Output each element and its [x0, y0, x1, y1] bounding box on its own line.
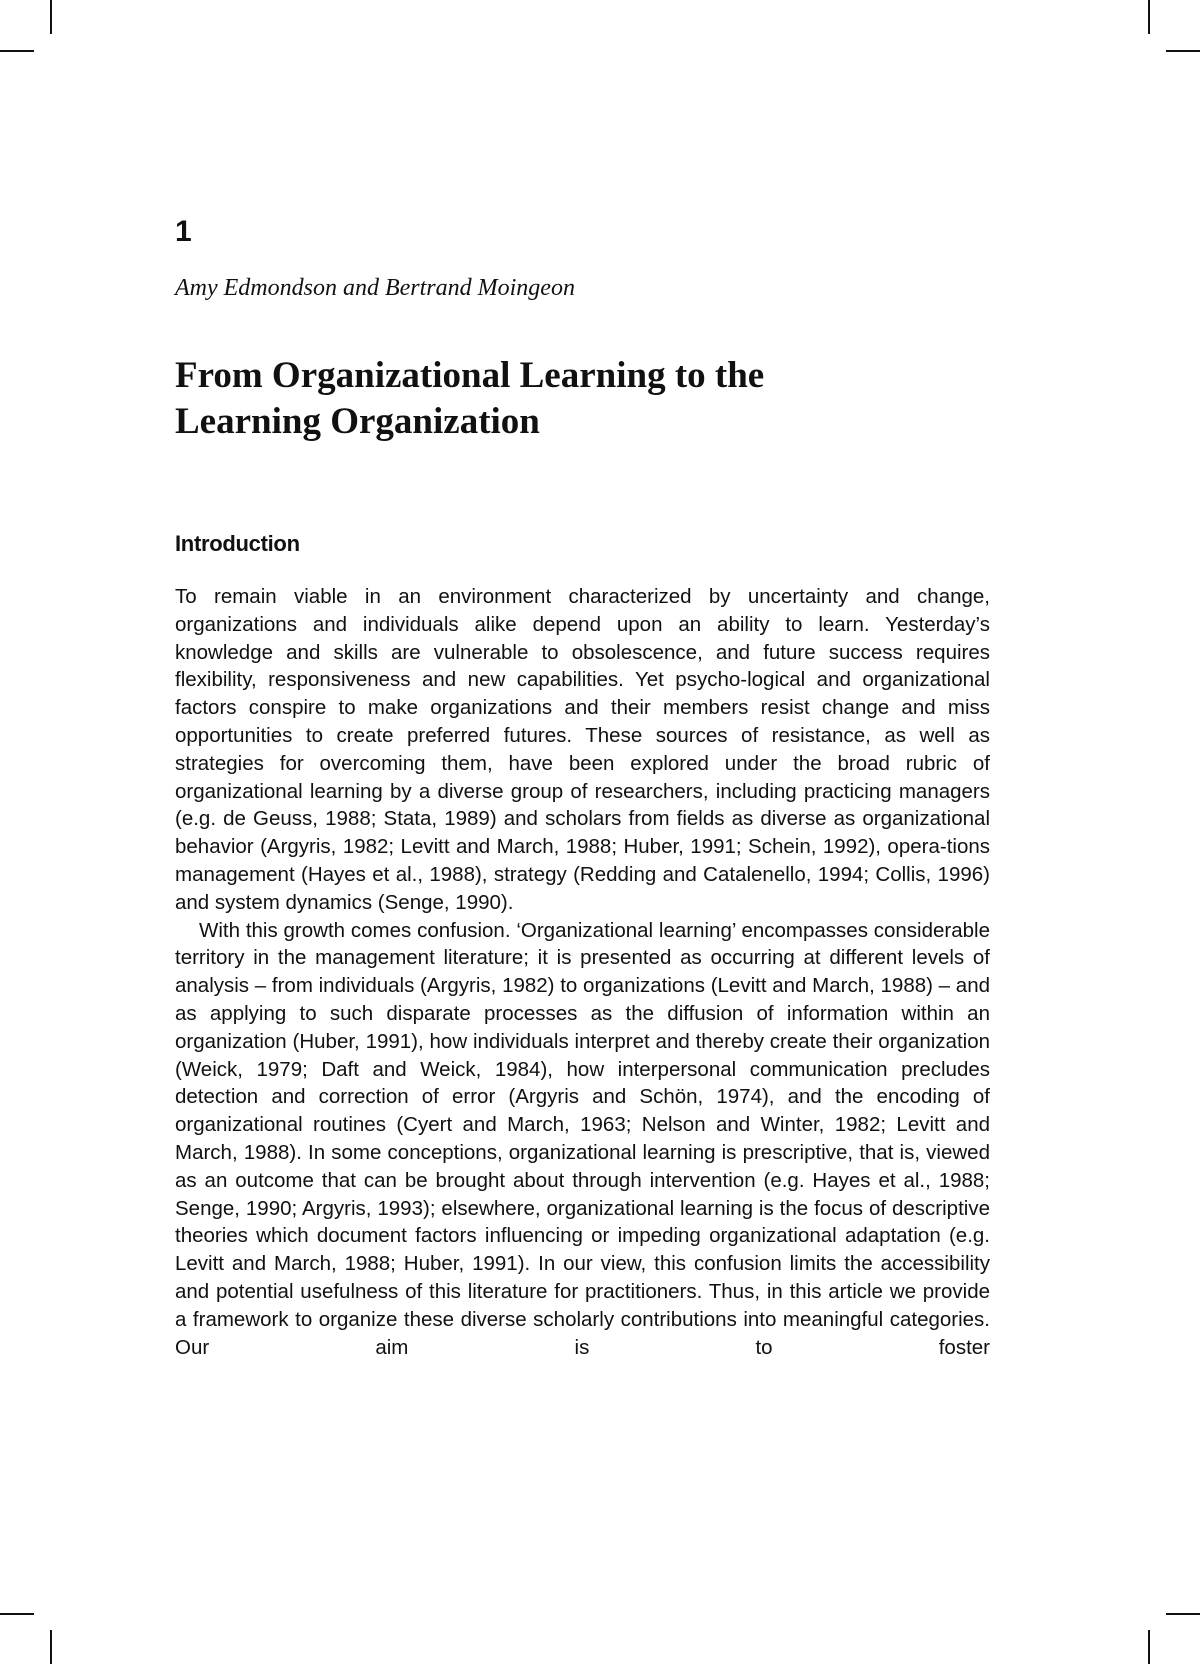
crop-mark-bottom-left-horizontal: [0, 1613, 34, 1615]
chapter-title: [175, 353, 975, 445]
crop-mark-top-left-horizontal: [0, 50, 34, 52]
crop-mark-top-right-vertical: [1148, 0, 1150, 34]
paragraph-2: With this growth comes confusion. ‘Organizational learning’ encompasses considerable territory in the management literature; it is presented as occurring at different levels of analysis – from individuals (Argyris, 1982) to organizations (Levitt and March, 1988) – and as applying to such disparate processes as the diffusion of information within an organization (Huber, 1991), how individuals interpret and thereby create their organization (Weick, 1979; Daft and Weick, 1984), how interpersonal communication precludes detection and correction of error (Argyris and Schön, 1974), and the encoding of organizational routines (Cyert and March, 1963; Nelson and Winter, 1982; Levitt and March, 1988). In some conceptions, organizational learning is prescriptive, that is, viewed as an outcome that can be brought about through intervention (e.g. Hayes et al., 1988; Senge, 1990; Argyris, 1993); elsewhere, organizational learning is the focus of descriptive theories which document factors influencing or impeding organizational adaptation (e.g. Levitt and March, 1988; Huber, 1991). In our view, this confusion limits the accessibility and potential usefulness of this literature for practitioners. Thus, in this article we provide a framework to organize these diverse scholarly contributions into meaningful categories. Our aim is to foster: [175, 918, 990, 1359]
crop-mark-bottom-right-vertical: [1148, 1630, 1150, 1664]
section-heading: Introduction: [175, 531, 300, 556]
crop-mark-bottom-right-horizontal: [1166, 1613, 1200, 1615]
body-text: [175, 583, 990, 1361]
chapter-title-line-2: Learning Organization: [175, 401, 540, 442]
chapter-number: 1: [175, 215, 192, 248]
crop-mark-bottom-left-vertical: [50, 1630, 52, 1664]
chapter-title-line-1: From Organizational Learning to the: [175, 355, 765, 396]
crop-mark-top-right-horizontal: [1166, 50, 1200, 52]
crop-mark-top-left-vertical: [50, 0, 52, 34]
paragraph-1: To remain viable in an environment characterized by uncertainty and change, organizations and individuals alike depend upon an ability to learn. Yesterday’s knowledge and skills are vulnerable to obsolescence, and future success requires flexibility, responsiveness and new capabilities. Yet psycho-logical and organizational factors conspire to make organizations and their members resist change and miss opportunities to create preferred futures. These sources of resistance, as well as strategies for overcoming them, have been explored under the broad rubric of organizational learning by a diverse group of researchers, including practicing managers (e.g. de Geuss, 1988; Stata, 1989) and scholars from fields as diverse as organizational behavior (Argyris, 1982; Levitt and March, 1988; Huber, 1991; Schein, 1992), opera-tions management (Hayes et al., 1988), strategy (Redding and Catalenello, 1994; Collis, 1996) and system dynamics (Senge, 1990).: [175, 585, 990, 914]
chapter-authors: Amy Edmondson and Bertrand Moingeon: [175, 275, 575, 301]
